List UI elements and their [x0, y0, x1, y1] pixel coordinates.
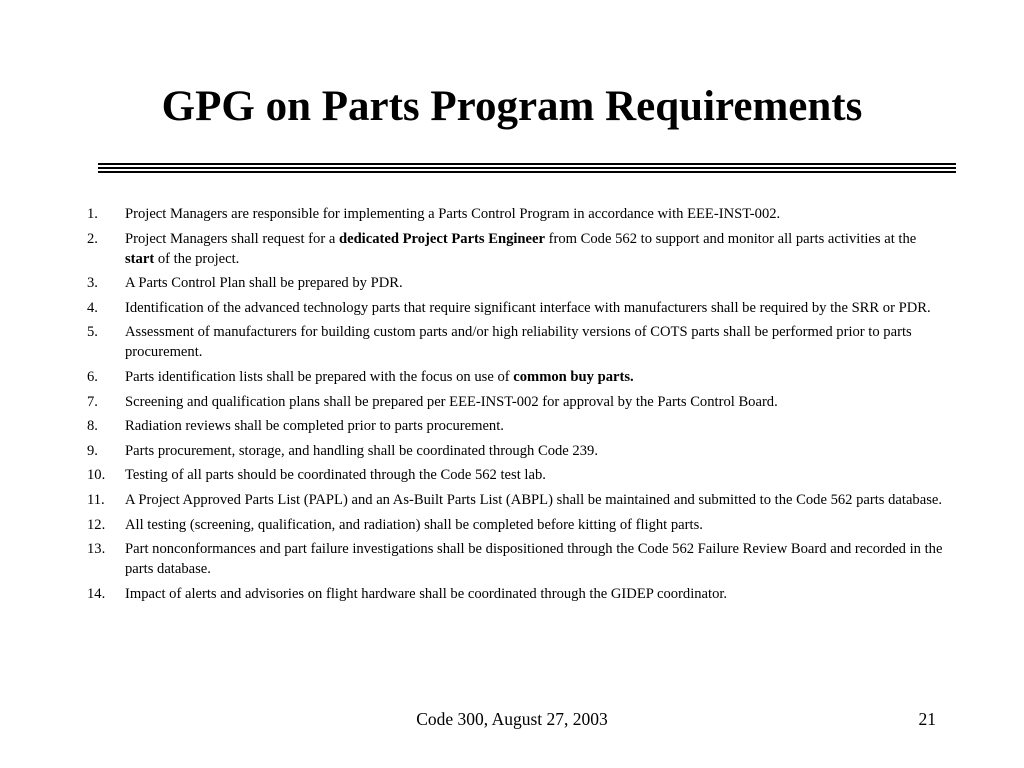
list-item — [87, 204, 947, 224]
list-item-text — [125, 322, 947, 362]
list-item — [87, 367, 947, 387]
text-segment: from Code 562 to support and monitor all parts activities at the — [544, 230, 917, 247]
list-item-number: 4. — [87, 299, 98, 316]
text-segment: Screening and qualification plans shall be prepared per EEE-INST-002 for approval by the Parts Control Board. — [125, 393, 778, 410]
text-segment: Assessment of manufacturers for building custom parts and/or high reliability versions of COTS parts shall be performed prior to parts procurement. — [125, 324, 912, 361]
text-segment: of the project. — [154, 250, 240, 267]
list-item-text — [125, 392, 947, 412]
list-item-number: 10. — [87, 467, 106, 484]
list-item — [87, 584, 947, 604]
list-item — [87, 322, 947, 362]
list-item-text — [125, 441, 947, 461]
title-divider-line — [98, 171, 956, 173]
list-item-text — [125, 367, 947, 387]
list-item-number: 8. — [87, 418, 98, 435]
list-item — [87, 515, 947, 535]
list-item-number: 7. — [87, 393, 98, 410]
text-segment: A Parts Control Plan shall be prepared by PDR. — [125, 275, 403, 292]
list-item — [87, 416, 947, 436]
text-segment: Identification of the advanced technology parts that require significant interface with manufacturers shall be required by the SRR or PDR. — [125, 299, 931, 316]
list-item-text — [125, 273, 947, 293]
footer-text: Code 300, August 27, 2003 — [416, 709, 608, 729]
list-item — [87, 539, 947, 579]
list-item-number: 1. — [87, 206, 98, 222]
list-item-number: 5. — [87, 324, 98, 341]
title-divider-line — [98, 167, 956, 169]
list-item — [87, 392, 947, 412]
text-segment: A Project Approved Parts List (PAPL) and an As-Built Parts List (ABPL) shall be maintained and submitted to the Code 562 parts database. — [125, 491, 943, 508]
list-item-number: 13. — [87, 541, 106, 558]
list-item-text — [125, 490, 947, 510]
list-item-text — [125, 298, 947, 318]
text-segment: Project Managers shall request for a — [125, 230, 339, 247]
list-item-number: 14. — [87, 585, 106, 602]
list-item-number: 9. — [87, 442, 98, 459]
list-item-text — [125, 465, 947, 485]
text-segment: Impact of alerts and advisories on flight hardware shall be coordinated through the GIDEP coordinator. — [125, 585, 728, 602]
text-segment: Parts identification lists shall be prepared with the focus on use of — [125, 368, 514, 385]
text-segment: All testing (screening, qualification, and radiation) shall be completed before kitting of flight parts. — [125, 516, 703, 533]
text-segment: Part nonconformances and part failure investigations shall be dispositioned through the Code 562 Failure Review Board and recorded in the parts database. — [125, 541, 943, 578]
list-item-text — [125, 229, 947, 269]
emphasized-text: start — [125, 250, 155, 267]
list-item — [87, 490, 947, 510]
list-item — [87, 441, 947, 461]
list-item-number: 11. — [87, 491, 105, 508]
list-item-number: 6. — [87, 368, 98, 385]
requirements-list — [87, 204, 947, 608]
list-item-number: 3. — [87, 275, 98, 292]
text-segment: Testing of all parts should be coordinated through the Code 562 test lab. — [125, 467, 546, 484]
slide-title: GPG on Parts Program Requirements — [161, 83, 863, 130]
list-item-number: 12. — [87, 516, 106, 533]
list-item — [87, 229, 947, 269]
text-segment: Parts procurement, storage, and handling shall be coordinated through Code 239. — [125, 442, 598, 459]
list-item-text — [125, 515, 947, 535]
text-segment: Project Managers are responsible for implementing a Parts Control Program in accordance with EEE-INST-002. — [125, 206, 781, 222]
list-item — [87, 298, 947, 318]
list-item-text — [125, 204, 947, 224]
text-segment: Radiation reviews shall be completed prior to parts procurement. — [125, 418, 504, 435]
list-item-number: 2. — [87, 230, 98, 247]
emphasized-text: dedicated Project Parts Engineer — [338, 230, 545, 247]
list-item — [87, 465, 947, 485]
emphasized-text: common buy parts. — [513, 368, 634, 385]
page-number: 21 — [918, 709, 936, 729]
title-divider-line — [98, 163, 956, 165]
list-item-text — [125, 416, 947, 436]
list-item-text — [125, 539, 947, 579]
list-item-text — [125, 584, 947, 604]
list-item — [87, 273, 947, 293]
